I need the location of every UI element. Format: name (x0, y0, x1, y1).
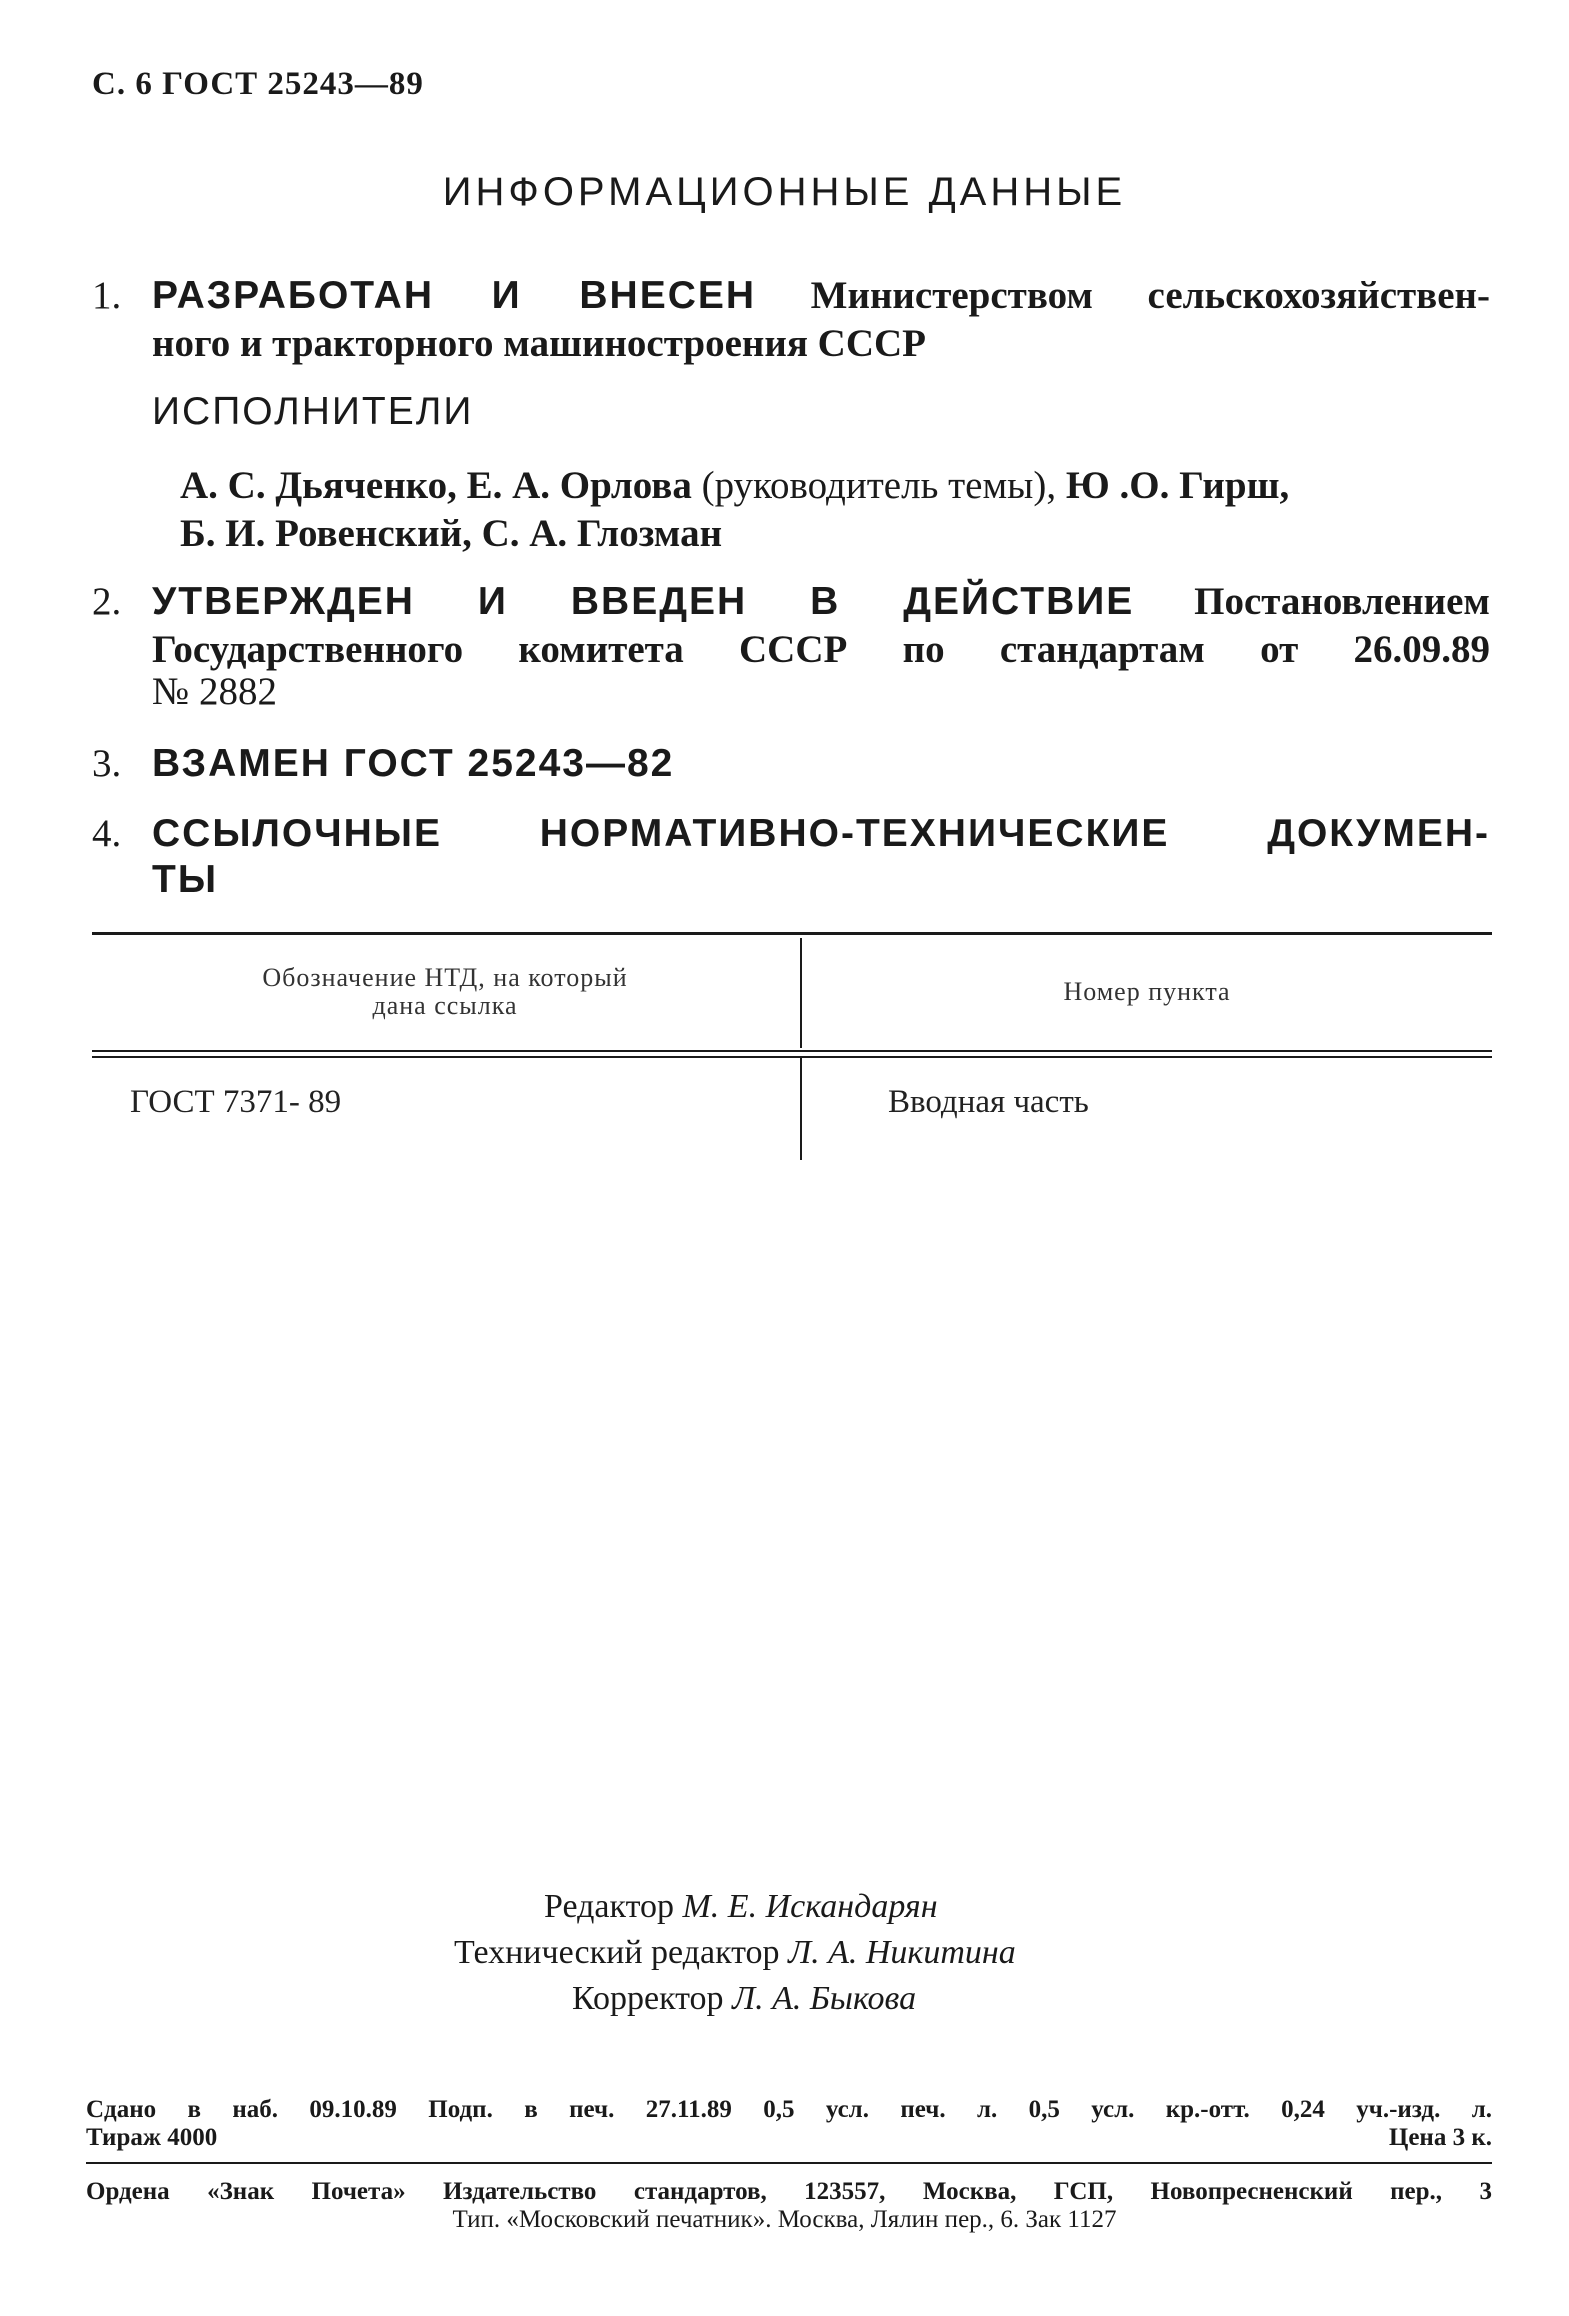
credit-editor-name: М. Е. Искандарян (682, 1888, 938, 1925)
table-header-rule-1 (92, 1050, 1492, 1052)
credit-proofreader-role: Корректор (572, 1980, 724, 2017)
item-1-line1 (152, 272, 1490, 320)
item-2-line1-rest: Постановлением (1194, 580, 1490, 623)
item-2-line2: Государственного комитета СССР по стандартам от 26.09.89 (152, 628, 1490, 671)
imprint-line2 (86, 2124, 1492, 2152)
executors-role: (руководитель темы), (701, 464, 1057, 507)
executors-names-a: А. С. Дьяченко, Е. А. Орлова (180, 464, 692, 507)
table-top-rule (92, 932, 1492, 935)
item-2-line3: № 2882 (152, 670, 277, 713)
item-2-number: 2. (92, 580, 122, 623)
credit-tech-editor-role: Технический редактор (454, 1934, 780, 1971)
column-header-designation-line1: Обозначение НТД, на который (262, 963, 628, 992)
item-4-line1: ССЫЛОЧНЫЕ НОРМАТИВНО-ТЕХНИЧЕСКИЕ ДОКУМЕН- (152, 812, 1490, 855)
item-1-number: 1. (92, 274, 122, 317)
imprint-price: Цена 3 к. (1388, 2124, 1492, 2151)
imprint-printer: Тип. «Московский печатник». Москва, Лялин пер., 6. Зак 1127 (452, 2206, 1117, 2233)
credit-proofreader-name: Л. А. Быкова (732, 1980, 917, 2017)
executors-line1 (180, 462, 1289, 510)
document-title: ИНФОРМАЦИОННЫЕ ДАННЫЕ (442, 170, 1127, 214)
executors-names-b: Ю .О. Гирш, (1065, 464, 1290, 507)
executors-line2: Б. И. Ровенский, С. А. Глозман (180, 512, 723, 555)
executors-heading: ИСПОЛНИТЕЛИ (152, 390, 474, 433)
credit-tech-editor-name: Л. А. Никитина (788, 1934, 1016, 1971)
column-header-clause: Номер пункта (1063, 977, 1231, 1006)
item-2-line1 (152, 578, 1490, 626)
credit-tech-editor (454, 1934, 1016, 1972)
item-3-text (152, 740, 674, 788)
credit-editor-role: Редактор (544, 1888, 674, 1925)
item-1-line1-rest: Министерством сельскохозяйствен- (810, 274, 1490, 317)
imprint-rule (86, 2162, 1492, 2164)
table-cell-clause: Вводная часть (888, 1084, 1089, 1120)
item-4-line2: ТЫ (152, 858, 219, 901)
table-header-rule-2 (92, 1056, 1492, 1058)
item-3-number: 3. (92, 742, 122, 785)
item-1-heading: РАЗРАБОТАН И ВНЕСЕН (152, 274, 757, 317)
item-2-heading: УТВЕРЖДЕН И ВВЕДЕН В ДЕЙСТВИЕ (152, 580, 1135, 623)
column-header-designation (92, 964, 798, 1020)
page-header: С. 6 ГОСТ 25243—89 (92, 66, 424, 102)
table-body-divider (800, 1058, 802, 1160)
item-3-heading: ВЗАМЕН ГОСТ 25243—82 (152, 742, 675, 785)
item-1-line2: ного и тракторного машиностроения СССР (152, 322, 926, 365)
imprint-publisher: Ордена «Знак Почета» Издательство стандартов, 123557, Москва, ГСП, Новопресненский пер., 3 (86, 2178, 1492, 2205)
column-header-designation-line2: дана ссылка (372, 991, 518, 1020)
table-cell-designation: ГОСТ 7371- 89 (130, 1084, 342, 1120)
credit-editor (544, 1888, 938, 1926)
imprint-line1: Сдано в наб. 09.10.89 Подп. в печ. 27.11.89 0,5 усл. печ. л. 0,5 усл. кр.-отт. 0,24 уч.-изд. л. (86, 2096, 1492, 2123)
credit-proofreader (572, 1980, 916, 2018)
imprint-circulation: Тираж 4000 (86, 2124, 218, 2151)
item-4-number: 4. (92, 812, 122, 855)
